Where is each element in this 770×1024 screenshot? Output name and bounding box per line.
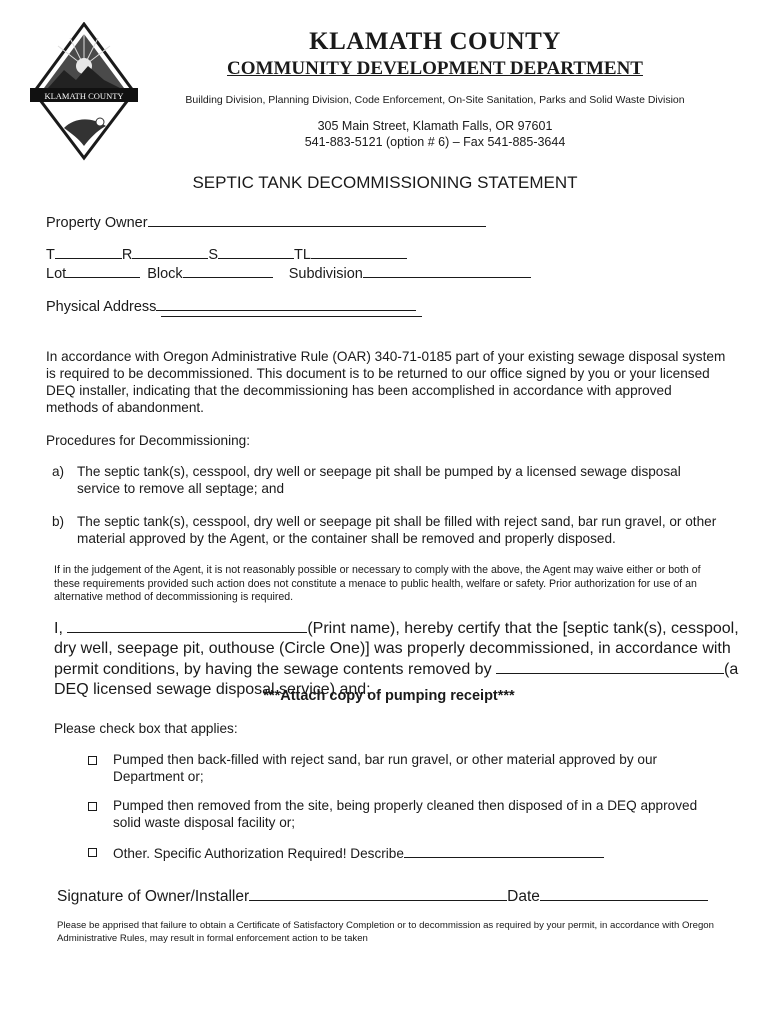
subdivision-label: Subdivision (288, 266, 363, 282)
section-label: S (208, 247, 219, 263)
block-field[interactable] (183, 263, 273, 278)
pumping-service-field[interactable] (496, 658, 724, 674)
cert-print-name-text: (Print name), hereby certify that the [septic tank(s), cesspool, (307, 620, 739, 637)
physical-address-row (46, 296, 416, 315)
footer-note: Please be apprised that failure to obtain a Certificate of Satisfactory Completion or to decommission as required by your permit, in accordance with Oregon Administrative Rules, may result in formal enforcement action to be taken (57, 920, 714, 944)
trs-row (46, 244, 407, 263)
agent-note: If in the judgement of the Agent, it is not reasonably possible or necessary to comply with the above, the Agent may waive either or both of these requirements provided such action does not constitute a menace to public health, welfare or safety. Prior authorization for use of an alternative method of decommissioning is required. (54, 564, 701, 603)
certification-statement (54, 617, 739, 699)
procedure-marker: b) (52, 514, 65, 529)
address-line: 305 Main Street, Klamath Falls, OR 97601 (317, 119, 553, 133)
intro-paragraph: In accordance with Oregon Administrative Rule (OAR) 340-71-0185 part of your existing sewage disposal system is required to be decommissioned. This document is to be returned to our office signed by you or your licensed DEQ installer, indicating that the decommissioning has been accomplished in accordance with approved methods of abandonment. (46, 349, 726, 415)
tax-lot-label: TL (294, 247, 311, 263)
department-title: COMMUNITY DEVELOPMENT DEPARTMENT (227, 58, 643, 79)
signature-row (57, 885, 708, 906)
property-owner-label: Property Owner (46, 215, 148, 231)
tax-lot-field[interactable] (311, 244, 407, 259)
divisions-text: Building Division, Planning Division, Code Enforcement, On-Site Sanitation, Parks and Solid Waste Division (185, 94, 685, 106)
checkbox-label: Other. Specific Authorization Required! Describe (113, 846, 404, 861)
procedure-text: The septic tank(s), cesspool, dry well or seepage pit shall be filled with reject sand, bar run gravel, or other material approved by the Agent, or the container shall be removed and properly disposed. (77, 514, 717, 546)
physical-address-field-line2[interactable] (161, 316, 422, 317)
county-logo (28, 22, 140, 162)
block-label: Block (147, 266, 183, 282)
checkbox[interactable] (88, 802, 97, 811)
phone-fax-line: 541-883-5121 (option # 6) – Fax 541-885-3644 (304, 135, 566, 149)
print-name-field[interactable] (67, 617, 307, 633)
county-title: KLAMATH COUNTY (309, 28, 561, 55)
range-label: R (121, 247, 133, 263)
subdivision-field[interactable] (363, 263, 531, 278)
property-owner-row (46, 212, 486, 231)
physical-address-label: Physical Address (46, 299, 157, 315)
township-label: T (46, 247, 55, 263)
procedure-text: The septic tank(s), cesspool, dry well or seepage pit shall be pumped by a licensed sewage disposal service to remove all septage; and (77, 464, 681, 496)
document-title: SEPTIC TANK DECOMMISSIONING STATEMENT (192, 173, 578, 192)
receipt-note: ***Attach copy of pumping receipt*** (263, 688, 515, 704)
svg-text:KLAMATH COUNTY: KLAMATH COUNTY (44, 91, 124, 101)
office-address (200, 118, 670, 150)
procedure-item (52, 513, 722, 547)
checkbox[interactable] (88, 756, 97, 765)
section-field[interactable] (218, 244, 294, 259)
township-field[interactable] (55, 244, 122, 259)
range-field[interactable] (132, 244, 208, 259)
cert-line3-start: permit conditions, by having the sewage contents removed by (54, 661, 492, 678)
procedure-item (52, 463, 722, 497)
property-owner-field[interactable] (148, 212, 486, 227)
cert-line2: dry well, seepage pit, outhouse (Circle One)] was properly decommissioned, in accordance with (54, 639, 731, 657)
checkbox-label: Pumped then removed from the site, being properly cleaned then disposed of in a DEQ approved solid waste disposal facility or; (113, 798, 698, 830)
signature-field[interactable] (249, 885, 507, 901)
date-label: Date (507, 888, 540, 905)
cert-prefix: I, (54, 620, 63, 637)
cert-line4: DEQ licensed sewage disposal service) and; (54, 680, 371, 698)
checkbox[interactable] (88, 848, 97, 857)
checkbox-option (88, 797, 718, 831)
lot-block-row (46, 263, 531, 282)
lot-field[interactable] (66, 263, 140, 278)
lot-label: Lot (46, 266, 67, 282)
checkbox-option (88, 843, 718, 862)
procedures-heading: Procedures for Decommissioning: (46, 433, 250, 448)
cert-line3-end: (a (724, 661, 739, 678)
date-field[interactable] (540, 885, 708, 901)
describe-field[interactable] (404, 843, 604, 858)
checkbox-heading: Please check box that applies: (54, 721, 238, 736)
checkbox-label: Pumped then back-filled with reject sand, bar run gravel, or other material approved by our Department or; (113, 752, 658, 784)
checkbox-option (88, 751, 718, 785)
physical-address-field[interactable] (156, 296, 416, 311)
procedure-marker: a) (52, 464, 65, 479)
signature-label: Signature of Owner/Installer (57, 888, 250, 905)
